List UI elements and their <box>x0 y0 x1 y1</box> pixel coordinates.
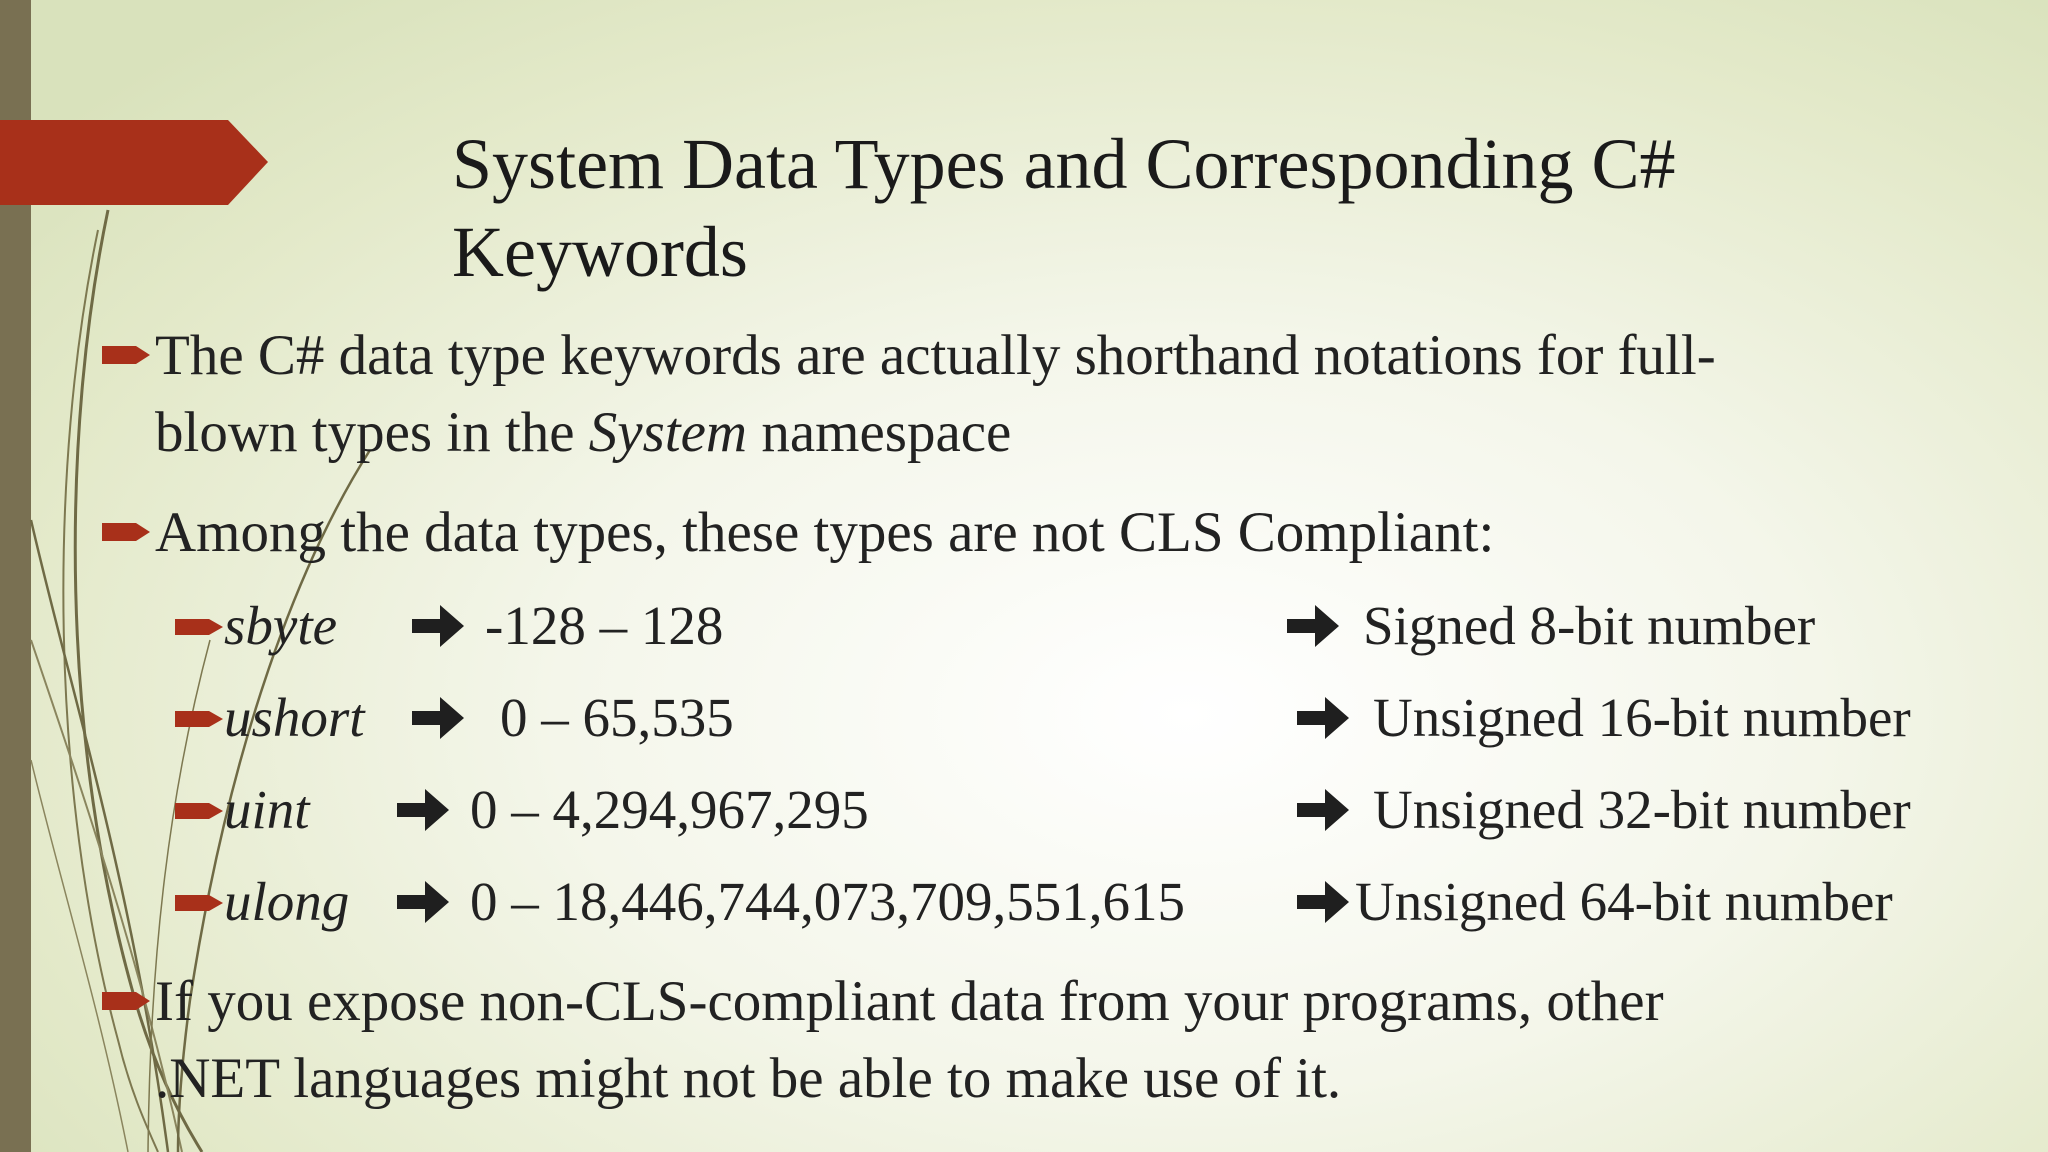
arrow-right-icon <box>395 786 451 834</box>
bullet-3 <box>155 963 1955 1117</box>
bullet-3-line-1: If you expose non-CLS-compliant data from your programs, other <box>155 970 1664 1033</box>
title-banner-shape <box>0 120 268 205</box>
type-range-ushort: 0 – 65,535 <box>500 687 734 748</box>
bullet-1-text-a: blown types in the <box>155 401 589 464</box>
bullet-icon <box>102 521 150 543</box>
type-description-ulong: Unsigned 64-bit number <box>1355 871 1893 932</box>
bullet-icon <box>102 990 150 1012</box>
arrow-right-icon <box>1295 694 1351 742</box>
bullet-1 <box>155 317 1955 471</box>
type-range-sbyte: -128 – 128 <box>485 595 724 656</box>
type-range-ulong: 0 – 18,446,744,073,709,551,615 <box>470 871 1185 932</box>
type-description-uint: Unsigned 32-bit number <box>1373 779 1911 840</box>
type-description-sbyte: Signed 8-bit number <box>1363 595 1816 656</box>
sub-bullet-icon <box>175 617 223 637</box>
sub-bullet-icon <box>175 709 223 729</box>
type-range-uint: 0 – 4,294,967,295 <box>470 779 869 840</box>
bullet-1-line-1: The C# data type keywords are actually shorthand notations for full- <box>155 324 1716 387</box>
sub-bullet-icon <box>175 893 223 913</box>
arrow-right-icon <box>1295 878 1351 926</box>
slide-title-line-1: System Data Types and Corresponding C# <box>452 124 1676 204</box>
arrow-right-icon <box>410 602 466 650</box>
bullet-icon <box>102 344 150 366</box>
arrow-right-icon <box>1295 786 1351 834</box>
slide-title-line-2: Keywords <box>452 212 748 292</box>
arrow-right-icon <box>410 694 466 742</box>
bullet-3-line-2: .NET languages might not be able to make use of it. <box>155 1047 1342 1110</box>
type-description-ushort: Unsigned 16-bit number <box>1373 687 1911 748</box>
sub-bullet-icon <box>175 801 223 821</box>
slide-title <box>452 120 1952 296</box>
bullet-2: Among the data types, these types are not CLS Compliant: <box>155 501 1495 564</box>
arrow-right-icon <box>1285 602 1341 650</box>
type-keyword-sbyte: sbyte <box>224 595 338 656</box>
type-keyword-ushort: ushort <box>224 687 365 748</box>
system-keyword: System <box>588 401 748 464</box>
type-keyword-ulong: ulong <box>224 871 350 932</box>
type-keyword-uint: uint <box>224 779 310 840</box>
arrow-right-icon <box>395 878 451 926</box>
bullet-1-text-b: namespace <box>747 401 1012 464</box>
bullet-1-line-2 <box>155 394 1955 471</box>
